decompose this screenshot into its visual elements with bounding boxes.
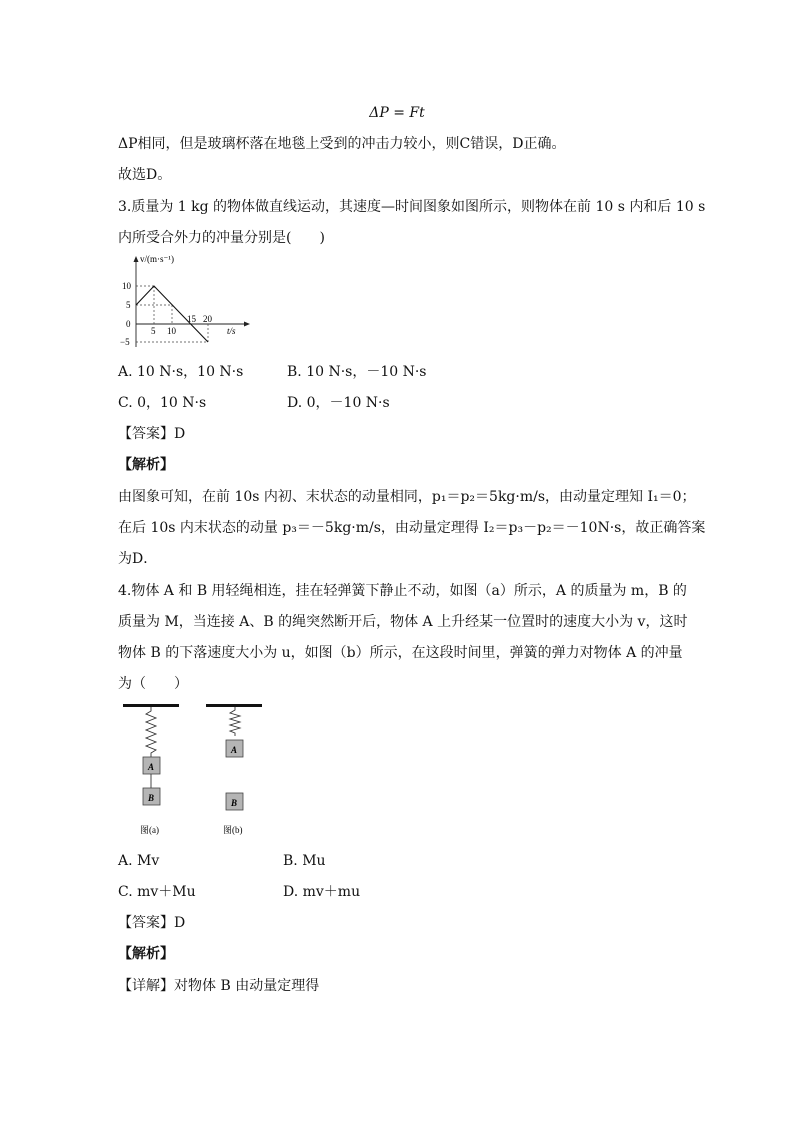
- x-axis-label: t/s: [227, 326, 236, 336]
- question-4-line-1: 4.物体 A 和 B 用轻绳相连，挂在轻弹簧下静止不动，如图（a）所示，A 的质量为 m，B 的: [118, 583, 687, 599]
- x-axis-arrow: [244, 322, 250, 327]
- formula-delta-p: ΔP = Ft: [369, 105, 425, 121]
- q3-analysis-title: 【解析】: [118, 457, 174, 473]
- question-3-stem-a: 3.质量为 1 kg 的物体做直线运动，其速度—时间图象如图所示，则物体在前 10 s 内和后 10 s: [118, 199, 706, 215]
- q3-option-d: D. 0，－10 N·s: [287, 395, 390, 411]
- spring-b: [230, 707, 240, 736]
- spring-figures: [118, 700, 278, 840]
- q3-answer: 【答案】D: [118, 426, 186, 442]
- question-4-line-4: 为（ ）: [118, 676, 188, 692]
- question-3-stem-b: 内所受合外力的冲量分别是( ): [118, 230, 325, 246]
- y-tick-neg5: −5: [120, 337, 130, 347]
- q4-option-b: B. Mu: [283, 853, 326, 869]
- block-a-label-fig-b: A: [231, 745, 238, 755]
- q3-option-a: A. 10 N·s，10 N·s: [118, 364, 244, 380]
- q3-analysis-line-1: 由图象可知，在前 10s 内初、末状态的动量相同，p₁＝p₂＝5kg·m/s，由动量定理知 I₁＝0；: [118, 489, 696, 505]
- y-axis-arrow: [134, 256, 139, 262]
- y-tick-0: 0: [126, 319, 131, 329]
- text-line-2: 故选D。: [118, 167, 172, 183]
- question-4-line-2: 质量为 M，当连接 A、B 的绳突然断开后，物体 A 上升经某一位置时的速度大小为 v，这时: [118, 614, 688, 630]
- q3-option-b: B. 10 N·s，－10 N·s: [287, 364, 427, 380]
- ceiling-b: [206, 704, 262, 707]
- figure-a: [123, 704, 179, 835]
- x-tick-20: 20: [203, 314, 212, 324]
- question-4-line-3: 物体 B 的下落速度大小为 u，如图（b）所示，在这段时间里，弹簧的弹力对物体 A 的冲量: [118, 645, 683, 661]
- q4-answer: 【答案】D: [118, 915, 186, 931]
- ceiling-a: [123, 704, 179, 707]
- q3-option-c: C. 0，10 N·s: [118, 395, 207, 411]
- text-line-1: ΔP相同，但是玻璃杯落在地毯上受到的冲击力较小，则C错误，D正确。: [118, 136, 566, 152]
- q4-detail: 【详解】对物体 B 由动量定理得: [118, 978, 320, 994]
- y-tick-10: 10: [122, 281, 131, 291]
- q3-analysis-line-2: 在后 10s 内末状态的动量 p₃＝－5kg·m/s，由动量定理得 I₂＝p₃－p₂＝－10N·s，故正确答案: [118, 520, 706, 536]
- y-tick-5: 5: [126, 300, 131, 310]
- caption-fig-a: 图(a): [140, 825, 159, 835]
- block-b-label-fig-a: B: [148, 793, 155, 803]
- spring-a: [146, 707, 156, 757]
- y-axis-label: v/(m·s⁻¹): [140, 254, 174, 264]
- q4-option-c: C. mv＋Mu: [118, 884, 196, 900]
- caption-fig-b: 图(b): [223, 825, 243, 835]
- block-a-label-fig-a: A: [148, 762, 155, 772]
- q4-option-d: D. mv＋mu: [283, 884, 361, 900]
- x-tick-5: 5: [151, 326, 156, 336]
- x-tick-15: 15: [187, 314, 196, 324]
- block-b-label-fig-b: B: [231, 798, 238, 808]
- q4-analysis-title: 【解析】: [118, 946, 174, 962]
- figure-b: [206, 704, 262, 835]
- velocity-time-graph: [116, 252, 256, 352]
- x-tick-10: 10: [167, 326, 176, 336]
- q3-analysis-line-3: 为D．: [118, 551, 158, 567]
- q4-option-a: A. Mv: [118, 853, 160, 869]
